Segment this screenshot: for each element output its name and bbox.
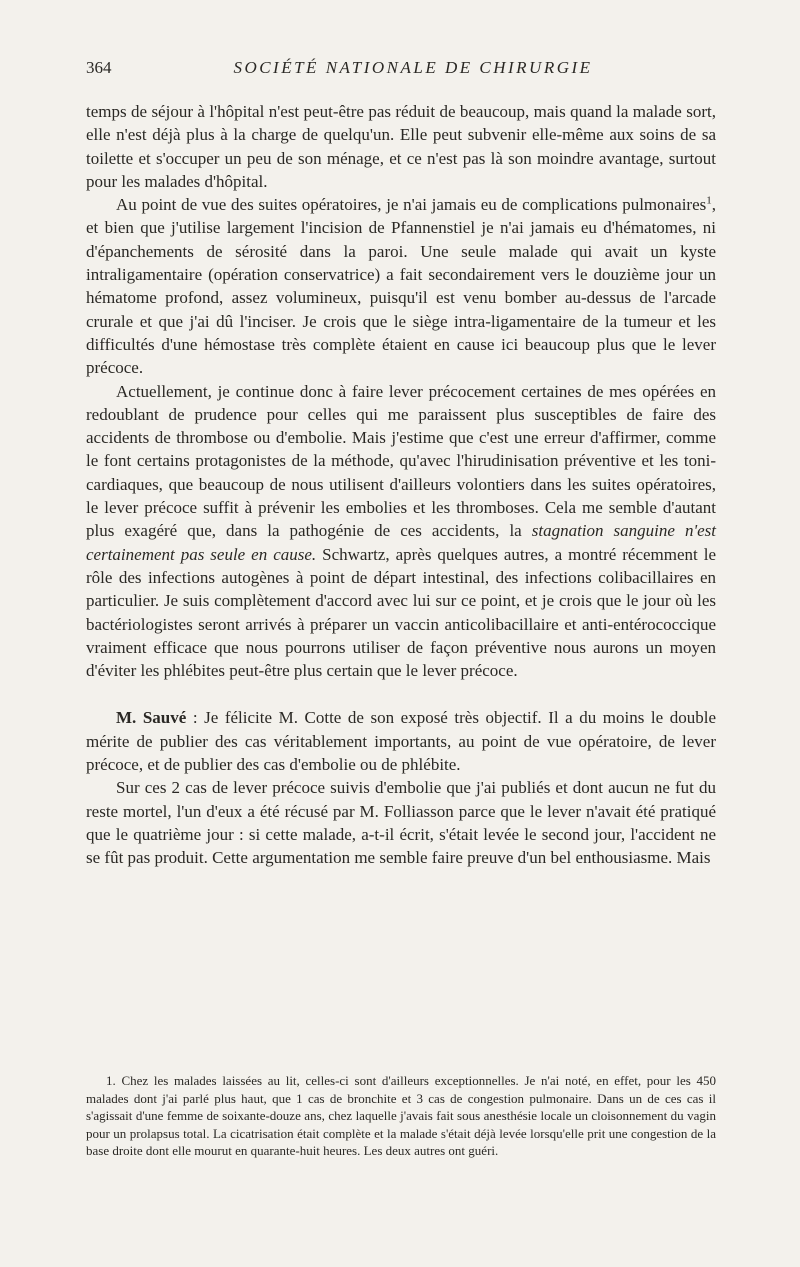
paragraph-3 (86, 380, 716, 683)
paragraph-3-start: Actuellement, je continue donc à faire lever précocement certaines de mes opérées en redoublant de prudence pour celles qui me paraissent plus susceptibles de faire des accidents de thrombose ou d'embolie. Mais j'estime que c'est une erreur d'affirmer, comme le font certains protagonistes de la méthode, qu'avec l'hirudinisation préventive et les toni-cardiaques, que beaucoup de nous utilisent d'ailleurs volontiers dans les suites opératoires, le lever précoce suffit à prévenir les embolies et les thromboses. Cela me semble d'autant plus exagéré que, dans la pathogénie de ces accidents, la (86, 381, 716, 541)
main-text (86, 100, 716, 870)
paragraph-2 (86, 193, 716, 379)
paragraph-1: temps de séjour à l'hôpital n'est peut-être pas réduit de beaucoup, mais quand la malade sort, elle n'est déjà plus à la charge de quelqu'un. Elle peut subvenir elle-même aux soins de sa toilette et s'occuper un peu de son ménage, et ce n'est pas là son moindre avantage, surtout pour les malades d'hôpital. (86, 102, 716, 191)
footnotes (86, 1072, 716, 1160)
paragraph-5: Sur ces 2 cas de lever précoce suivis d'embolie que j'ai publiés et dont aucun ne fut du reste mortel, l'un d'eux a été récusé par M. Folliasson parce que le lever n'avait été pratiqué que le quatrième jour : si cette malade, a-t-il écrit, s'était levée le second jour, l'accident ne se fût pas produit. Cette argumentation me semble faire preuve d'un bel enthousiasme. Mais (86, 778, 716, 868)
paragraph-2-start: Au point de vue des suites opératoires, je n'ai jamais eu de complications pulmonaires (116, 195, 707, 215)
paragraph-4-text: : Je félicite M. Cotte de son exposé très objectif. Il a du moins le double mérite de publier des cas véritablement importants, au point de vue opératoire, de lever précoce, et de publier des cas d'embolie ou de phlébite. (86, 708, 717, 775)
italic-emphasis: stagnation sanguine n'est certainement pas seule en cause. (86, 521, 716, 564)
paragraph-3-rest: Schwartz, après quelques autres, a montré récemment le rôle des infections autogènes à point de départ intestinal, des infections colibacillaires en particulier. Je suis complètement d'accord avec lui sur ce point, et je crois que le jour où les bactériologistes seront arrivés à préparer un vaccin anticolibacillaire et anti-entérococcique vraiment efficace que nous pourrons utiliser de façon préventive nous aurons un moyen d'éviter les phlébites peut-être plus certain que le lever précoce. (86, 544, 716, 681)
running-title: SOCIÉTÉ NATIONALE DE CHIRURGIE (233, 58, 593, 77)
footnote-marker: 1 (706, 194, 712, 207)
paragraph-2-rest: , et bien que j'utilise largement l'incision de Pfannenstiel je n'ai jamais eu d'hématomes, ni d'épanchements de sérosité dans la paroi. Une seule malade qui avait un kyste intraligamentaire (opération conservatrice) a fait secondairement vers le douzième jour un hématome profond, assez volumineux, puisqu'il est venu bomber au-dessus de l'arcade crurale et que j'ai dû l'inciser. Je crois que le siège intra-ligamentaire de la tumeur et les difficultés d'une hémostase très complète étaient en cause ici beaucoup plus que le lever précoce. (86, 195, 716, 378)
footnote-1: 1. Chez les malades laissées au lit, celles-ci sont d'ailleurs exceptionnelles. Je n'ai noté, en effet, pour les 450 malades dont j'ai parlé plus haut, que 1 cas de bronchite et 3 cas de congestion pulmonaire. Dans un de ces cas il s'agissait d'une femme de soixante-douze ans, chez laquelle j'avais fait sous anesthésie locale un cloisonnement du vagin pour un prolapsus total. La cicatrisation était complète et la malade s'était déjà levée lorsqu'elle prit une congestion de la base droite dont elle mourut en quarante-huit heures. Les deux autres ont guéri. (86, 1073, 716, 1159)
page-header (86, 58, 716, 82)
page-number: 364 (86, 58, 112, 77)
speaker-name: M. Sauvé (116, 708, 187, 728)
paragraph-4 (86, 706, 716, 776)
